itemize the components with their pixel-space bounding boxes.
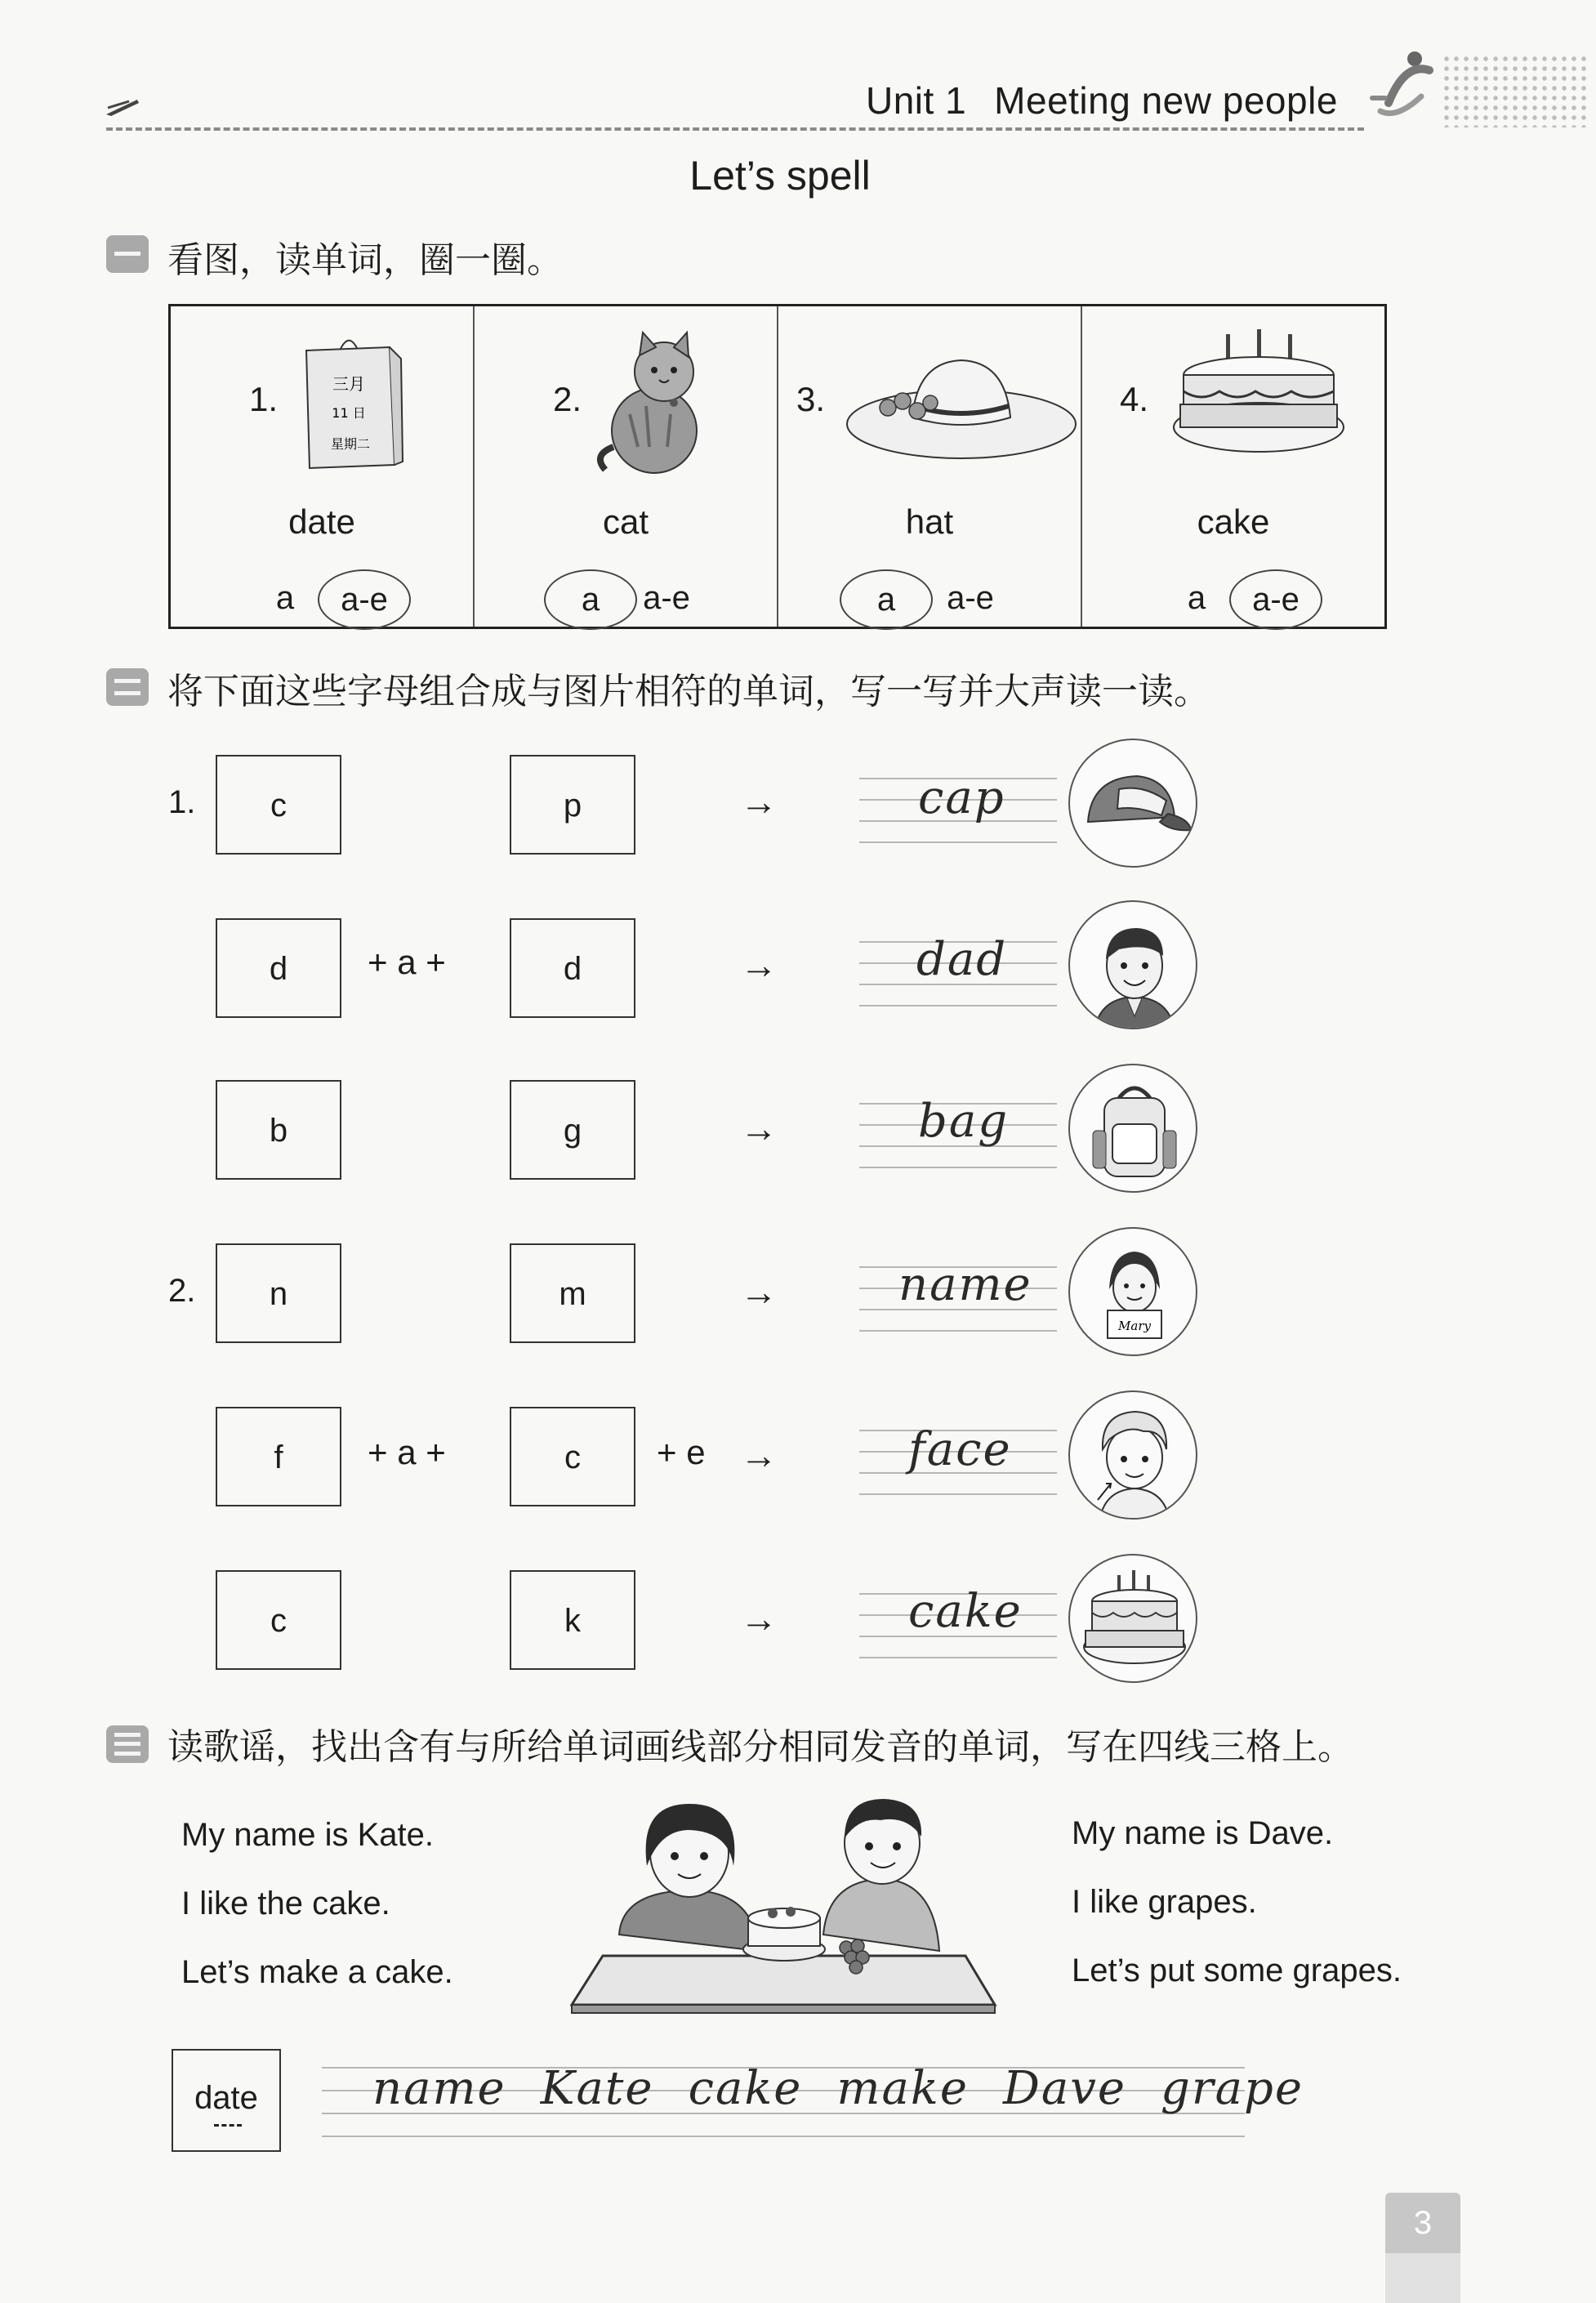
letter-box-first: n: [216, 1243, 341, 1343]
word-vowel-table: [168, 304, 1387, 629]
calendar-weekday: 星期二: [330, 436, 371, 452]
letter-box-last: c: [510, 1407, 635, 1506]
given-word: date: [194, 2080, 258, 2116]
cat-icon: [589, 324, 720, 484]
section-2-badge: [106, 668, 149, 706]
table-cell-cake: [1082, 306, 1384, 627]
answer-word: name: [372, 2062, 506, 2115]
rhyme-right-line-1: My name is Dave.: [1072, 1815, 1334, 1851]
table-cell-date: [171, 306, 475, 627]
answer-bag[interactable]: bag: [918, 1095, 1010, 1148]
item-number: 3.: [796, 380, 826, 418]
section-3-instruction: 读歌谣，找出含有与所给单词画线部分相同发音的单词，写在四线三格上。: [167, 1726, 1353, 1768]
letter-box-first: d: [216, 918, 341, 1018]
bag-icon: [1068, 1064, 1197, 1193]
runner-logo-icon: [1364, 46, 1446, 132]
birthday-cake-icon: [1169, 326, 1349, 477]
letter-box-last: k: [510, 1570, 635, 1670]
answer-word: Dave: [1002, 2062, 1127, 2115]
arrow: →: [740, 1107, 778, 1149]
page-number: 3: [1385, 2193, 1460, 2253]
header-divider: [106, 127, 1364, 131]
answer-word: make: [836, 2062, 969, 2115]
answer-cake[interactable]: cake: [908, 1585, 1023, 1638]
answer-word: cake: [688, 2062, 803, 2115]
letter-box-last: m: [510, 1243, 635, 1343]
word-label: cake: [1197, 502, 1270, 541]
calendar-icon: [292, 326, 406, 477]
cap-icon: [1068, 739, 1197, 868]
calendar-month: 三月: [332, 374, 365, 394]
answer-face[interactable]: face: [908, 1423, 1012, 1476]
answer-cap[interactable]: cap: [918, 771, 1005, 824]
option-a-circled[interactable]: a: [544, 569, 637, 630]
answer-word: Kate: [540, 2062, 654, 2115]
letter-box-first: b: [216, 1080, 341, 1180]
section-1-badge: [106, 235, 149, 273]
rhyme-left-line-2: I like the cake.: [181, 1886, 390, 1921]
option-a[interactable]: a: [1187, 580, 1206, 616]
option-a-e[interactable]: a-e: [947, 580, 994, 616]
section-1-instruction: 看图，读单词，圈一圈。: [167, 239, 563, 281]
answer-name[interactable]: name: [898, 1258, 1032, 1311]
unit-number: Unit 1: [866, 79, 967, 122]
letter-box-last: d: [510, 918, 635, 1018]
name-tag-icon: [1068, 1227, 1197, 1356]
face-icon: [1068, 1390, 1197, 1520]
item-number: 2.: [553, 380, 582, 418]
hat-icon: [839, 342, 1084, 469]
given-word-underline: [214, 2124, 242, 2127]
answer-dad[interactable]: dad: [916, 933, 1008, 986]
section-3-badge: [106, 1725, 149, 1763]
option-a-e[interactable]: a-e: [643, 580, 690, 616]
letter-box-last: p: [510, 755, 635, 855]
group-number: 2.: [168, 1273, 196, 1309]
calendar-day: 11 日: [332, 405, 366, 421]
rhyme-answers[interactable]: [372, 2062, 1338, 2115]
pen-icon: [105, 96, 140, 122]
letter-box-first: c: [216, 755, 341, 855]
word-label: date: [288, 502, 355, 541]
table-cell-hat: [778, 306, 1082, 627]
group-number: 1.: [168, 784, 196, 820]
option-a-circled[interactable]: a: [840, 569, 933, 630]
table-cell-cat: [475, 306, 778, 627]
unit-title: Meeting new people: [994, 79, 1338, 122]
arrow: →: [740, 1270, 778, 1313]
option-a[interactable]: a: [275, 580, 295, 616]
arrow: →: [740, 944, 778, 986]
arrow: →: [740, 1597, 778, 1640]
plus-a-plus: + a +: [368, 943, 446, 981]
word-label: cat: [602, 502, 649, 541]
plus-a-plus: + a +: [368, 1433, 446, 1471]
answer-word: grape: [1161, 2062, 1304, 2115]
header-dot-pattern: [1442, 54, 1589, 127]
arrow: →: [740, 780, 778, 823]
item-number: 4.: [1120, 380, 1149, 418]
letter-box-first: c: [216, 1570, 341, 1670]
section-2-instruction: 将下面这些字母组合成与图片相符的单词，写一写并大声读一读。: [167, 671, 1210, 712]
letter-box-first: f: [216, 1407, 341, 1506]
unit-header: [866, 78, 1338, 123]
name-tag-text: Mary: [1118, 1319, 1151, 1333]
arrow: →: [740, 1434, 778, 1476]
letter-box-last: g: [510, 1080, 635, 1180]
rhyme-right-line-3: Let’s put some grapes.: [1072, 1953, 1402, 1988]
item-number: 1.: [249, 380, 279, 418]
page-tab: [1385, 2253, 1460, 2303]
dad-icon: [1068, 900, 1197, 1029]
rhyme-left-line-1: My name is Kate.: [181, 1817, 435, 1853]
page-title: Let’s spell: [689, 153, 871, 199]
kids-making-cake-illustration: [570, 1788, 998, 2020]
rhyme-left-line-3: Let’s make a cake.: [181, 1954, 453, 1990]
cake-icon: [1068, 1554, 1197, 1683]
given-word-box: [172, 2049, 281, 2152]
option-a-e-circled[interactable]: a-e: [1229, 569, 1322, 630]
option-a-e-circled[interactable]: a-e: [318, 569, 411, 630]
word-label: hat: [905, 502, 954, 541]
rhyme-right-line-2: I like grapes.: [1072, 1884, 1257, 1920]
plus-e: + e: [657, 1433, 706, 1471]
